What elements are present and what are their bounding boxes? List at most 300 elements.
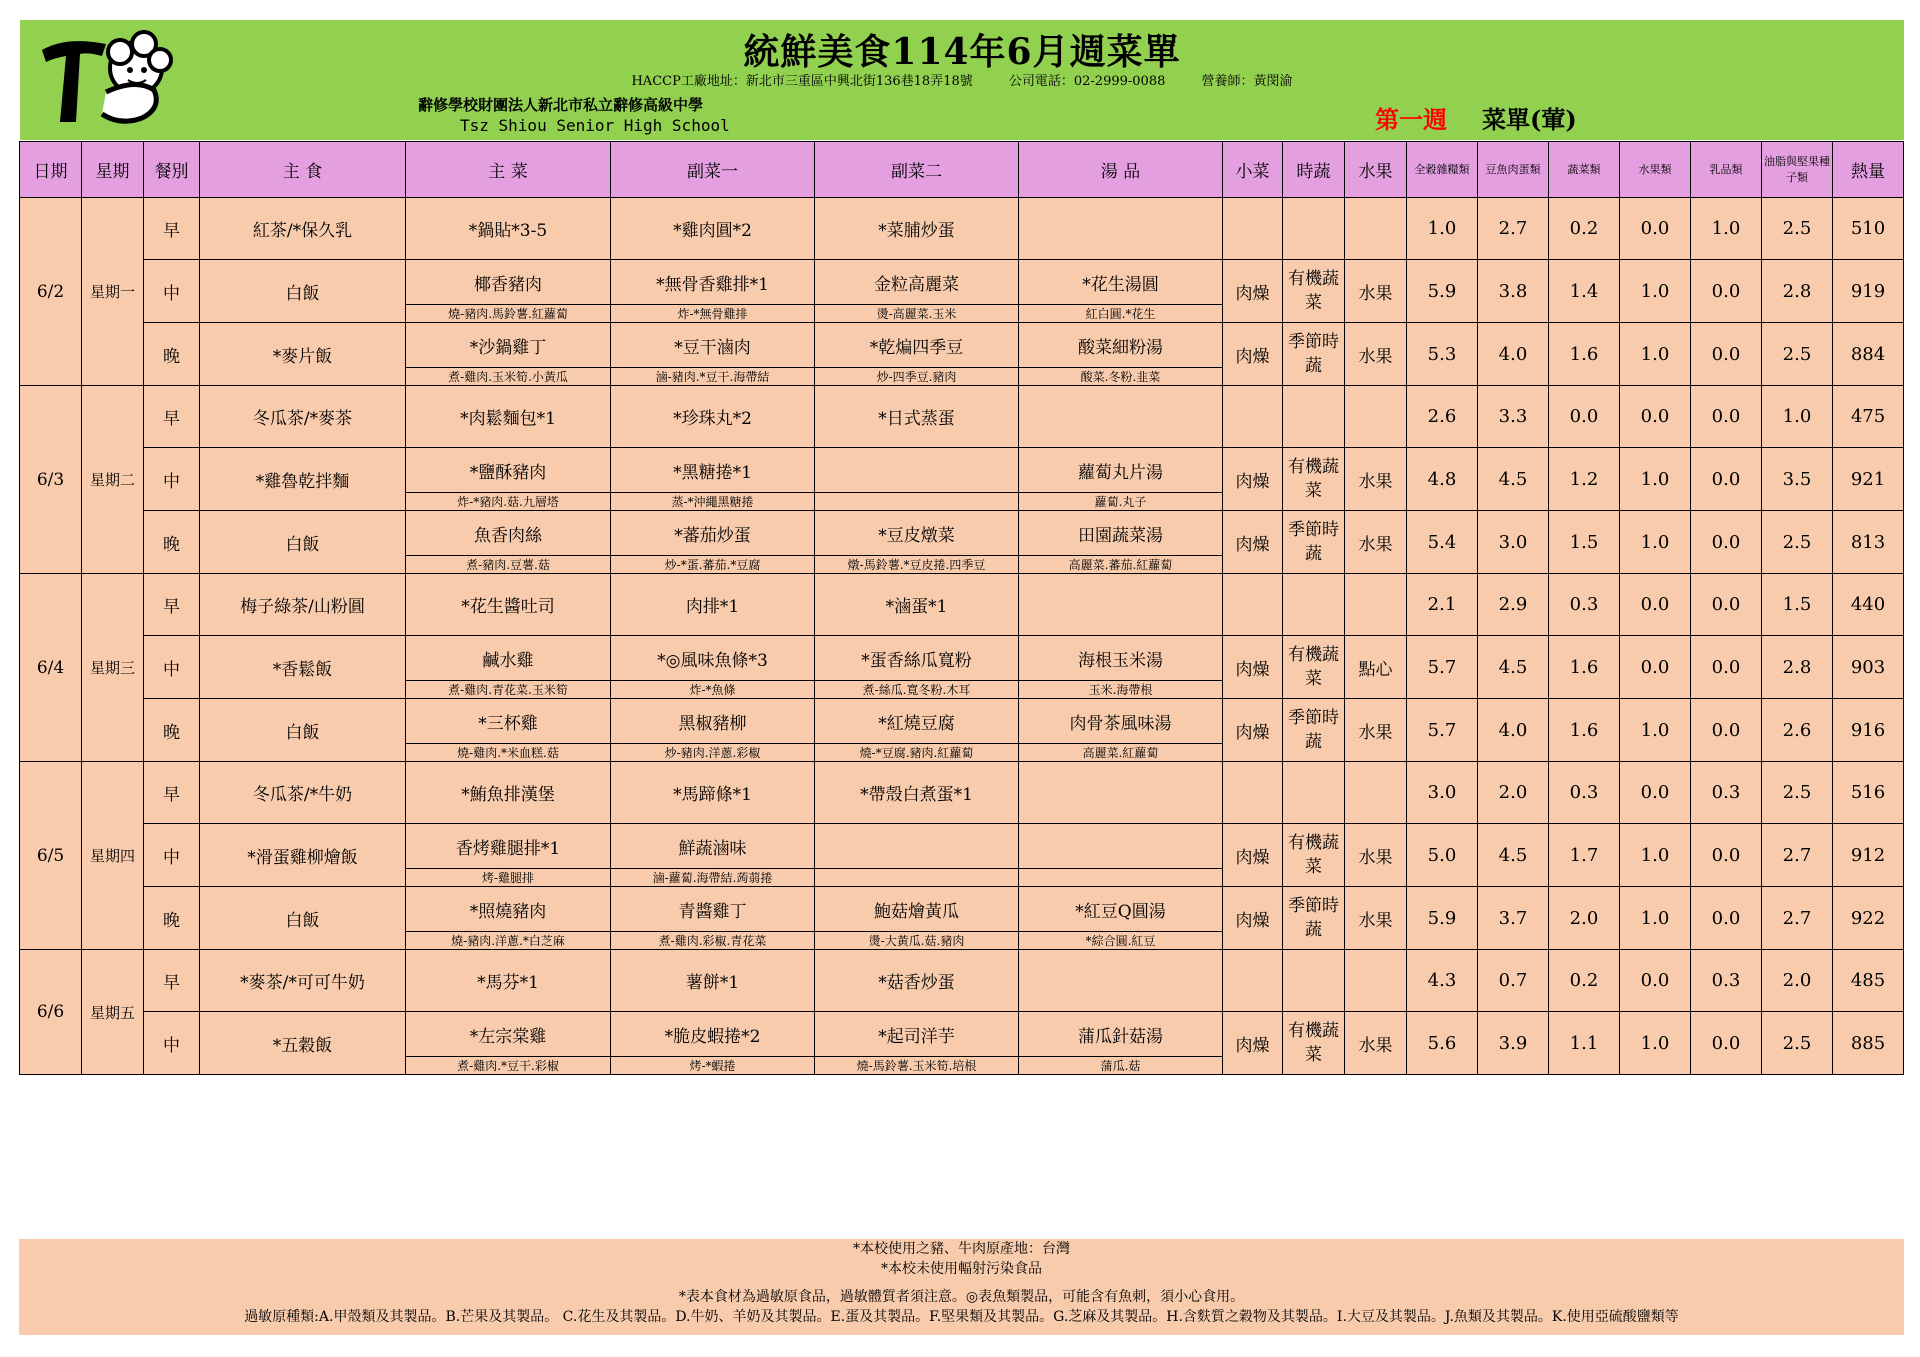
nutrition-cell: 3.9 [1478, 1012, 1549, 1075]
small-dish-cell [1223, 198, 1283, 260]
soup-ingredients [1019, 869, 1223, 887]
nutrition-cell: 1.7 [1549, 824, 1620, 887]
soup-cell [1019, 574, 1223, 636]
nutrition-cell: 2.5 [1762, 762, 1833, 824]
side2-cell: *蛋香絲瓜寬粉 [815, 636, 1019, 681]
nutrition-cell: 1.6 [1549, 636, 1620, 699]
nutrition-cell: 440 [1833, 574, 1904, 636]
side2-cell: 鮑菇燴黃瓜 [815, 887, 1019, 932]
main-dish-ingredients: 燒-雞肉.*米血糕.菇 [406, 744, 611, 762]
nutrition-cell: 1.0 [1620, 260, 1691, 323]
vegetable-cell [1283, 950, 1345, 1012]
meal-cell: 中 [144, 824, 200, 887]
nutrition-cell: 2.9 [1478, 574, 1549, 636]
nutrition-cell: 0.0 [1691, 323, 1762, 386]
school-name-en: Tsz Shiou Senior High School [460, 116, 730, 135]
nutrition-cell: 0.0 [1549, 386, 1620, 448]
nutrition-cell: 1.0 [1762, 386, 1833, 448]
nutrition-cell: 2.1 [1407, 574, 1478, 636]
nutrition-cell: 4.3 [1407, 950, 1478, 1012]
table-header [20, 142, 1904, 198]
radiation-note: *本校未使用輻射污染食品 [881, 1261, 1042, 1277]
vegetable-cell: 季節時蔬 [1283, 887, 1345, 950]
side1-ingredients: 滷-蘿蔔.海帶結.蒟蒻捲 [611, 869, 815, 887]
table-row [20, 887, 1904, 932]
fruit-cell [1345, 950, 1407, 1012]
nutritionist: 營養師：黃閔渝 [1201, 74, 1293, 89]
fruit-cell: 水果 [1345, 448, 1407, 511]
nutrition-cell: 813 [1833, 511, 1904, 574]
nutrition-cell: 1.6 [1549, 323, 1620, 386]
meal-cell: 早 [144, 198, 200, 260]
nutrition-cell: 5.7 [1407, 636, 1478, 699]
small-dish-cell [1223, 762, 1283, 824]
side2-ingredients: 燙-高麗菜.玉米 [815, 305, 1019, 323]
nutrition-cell: 3.8 [1478, 260, 1549, 323]
nutrition-cell: 5.4 [1407, 511, 1478, 574]
vegetable-cell [1283, 198, 1345, 260]
nutrition-cell: 1.5 [1762, 574, 1833, 636]
meal-cell: 晚 [144, 887, 200, 950]
side2-ingredients: 炒-四季豆.豬肉 [815, 368, 1019, 386]
side2-cell: *菇香炒蛋 [815, 950, 1019, 1012]
soup-cell [1019, 386, 1223, 448]
main-dish-ingredients: 煮-雞肉.*豆干.彩椒 [406, 1057, 611, 1075]
nutrition-cell: 5.9 [1407, 260, 1478, 323]
nutrition-cell: 884 [1833, 323, 1904, 386]
soup-cell: *花生湯圓 [1019, 260, 1223, 305]
nutrition-cell: 2.6 [1762, 699, 1833, 762]
date-cell: 6/6 [20, 950, 82, 1075]
column-header: 蔬菜類 [1549, 142, 1620, 198]
side1-ingredients: 蒸-*沖繩黑糖捲 [611, 493, 815, 511]
menu-type-label: 菜單(葷) [1482, 105, 1577, 134]
nutrition-cell: 919 [1833, 260, 1904, 323]
column-header: 湯 品 [1019, 142, 1223, 198]
soup-ingredients: 高麗菜.蕃茄.紅蘿蔔 [1019, 556, 1223, 574]
soup-ingredients: 高麗菜.紅蘿蔔 [1019, 744, 1223, 762]
nutrition-cell: 1.4 [1549, 260, 1620, 323]
side2-cell [815, 448, 1019, 493]
side2-ingredients: 燙-大黃瓜.菇.豬肉 [815, 932, 1019, 950]
staple-cell: *滑蛋雞柳燴飯 [200, 824, 406, 887]
side2-cell: *帶殼白煮蛋*1 [815, 762, 1019, 824]
nutrition-cell: 2.6 [1407, 386, 1478, 448]
weekday-cell: 星期一 [82, 198, 144, 386]
weekday-cell: 星期二 [82, 386, 144, 574]
soup-cell [1019, 198, 1223, 260]
soup-ingredients: *綜合圓.紅豆 [1019, 932, 1223, 950]
column-header: 副菜二 [815, 142, 1019, 198]
nutrition-cell: 0.2 [1549, 950, 1620, 1012]
nutrition-cell: 510 [1833, 198, 1904, 260]
column-header: 時蔬 [1283, 142, 1345, 198]
nutrition-cell: 2.0 [1478, 762, 1549, 824]
meal-cell: 中 [144, 636, 200, 699]
nutrition-cell: 2.7 [1762, 887, 1833, 950]
allergen-note: *表本食材為過敏原食品，過敏體質者須注意。◎表魚類製品，可能含有魚刺，須小心食用。 [678, 1289, 1245, 1305]
side1-ingredients: 滷-豬肉.*豆干.海帶結 [611, 368, 815, 386]
vegetable-cell: 季節時蔬 [1283, 699, 1345, 762]
weekday-cell: 星期五 [82, 950, 144, 1075]
soup-cell [1019, 762, 1223, 824]
side2-cell: *滷蛋*1 [815, 574, 1019, 636]
side1-ingredients: 炒-豬肉.洋蔥.彩椒 [611, 744, 815, 762]
main-dish-cell: *三杯雞 [406, 699, 611, 744]
fruit-cell: 水果 [1345, 824, 1407, 887]
side1-cell: 肉排*1 [611, 574, 815, 636]
soup-ingredients: 蘿蔔.丸子 [1019, 493, 1223, 511]
soup-cell: *紅豆Q圓湯 [1019, 887, 1223, 932]
nutrition-cell: 1.0 [1691, 198, 1762, 260]
date-cell: 6/2 [20, 198, 82, 386]
nutrition-cell: 5.6 [1407, 1012, 1478, 1075]
main-dish-cell: *鍋貼*3-5 [406, 198, 611, 260]
table-row [20, 323, 1904, 368]
table-row [20, 636, 1904, 681]
small-dish-cell: 肉燥 [1223, 260, 1283, 323]
nutrition-cell: 0.3 [1691, 762, 1762, 824]
nutrition-cell: 1.0 [1620, 887, 1691, 950]
nutrition-cell: 0.0 [1691, 386, 1762, 448]
side2-ingredients: 煮-絲瓜.寬冬粉.木耳 [815, 681, 1019, 699]
side2-cell [815, 824, 1019, 869]
side1-ingredients: 烤-*蝦捲 [611, 1057, 815, 1075]
nutrition-cell: 4.0 [1478, 323, 1549, 386]
nutrition-cell: 0.0 [1691, 1012, 1762, 1075]
side1-cell: *無骨香雞排*1 [611, 260, 815, 305]
side2-cell: *菜脯炒蛋 [815, 198, 1019, 260]
date-cell: 6/5 [20, 762, 82, 950]
nutrition-cell: 1.0 [1620, 323, 1691, 386]
column-header: 日期 [20, 142, 82, 198]
vegetable-cell: 有機蔬菜 [1283, 824, 1345, 887]
vegetable-cell: 有機蔬菜 [1283, 636, 1345, 699]
weekday-cell: 星期四 [82, 762, 144, 950]
nutrition-cell: 3.5 [1762, 448, 1833, 511]
side1-cell: *蕃茄炒蛋 [611, 511, 815, 556]
nutrition-cell: 1.0 [1620, 1012, 1691, 1075]
nutrition-cell: 2.8 [1762, 260, 1833, 323]
nutrition-cell: 0.0 [1691, 574, 1762, 636]
nutrition-cell: 0.0 [1691, 511, 1762, 574]
side1-cell: *脆皮蝦捲*2 [611, 1012, 815, 1057]
column-header: 熱量 [1833, 142, 1904, 198]
fruit-cell: 水果 [1345, 511, 1407, 574]
vegetable-cell [1283, 386, 1345, 448]
soup-cell [1019, 950, 1223, 1012]
side1-cell: 黑椒豬柳 [611, 699, 815, 744]
main-dish-ingredients: 燒-豬肉.馬鈴薯.紅蘿蔔 [406, 305, 611, 323]
staple-cell: 冬瓜茶/*麥茶 [200, 386, 406, 448]
column-header: 乳品類 [1691, 142, 1762, 198]
side2-cell: *起司洋芋 [815, 1012, 1019, 1057]
nutrition-cell: 475 [1833, 386, 1904, 448]
nutrition-cell: 3.3 [1478, 386, 1549, 448]
side1-ingredients: 煮-雞肉.彩椒.青花菜 [611, 932, 815, 950]
side2-ingredients: 燒-*豆腐.豬肉.紅蘿蔔 [815, 744, 1019, 762]
nutrition-cell: 516 [1833, 762, 1904, 824]
date-cell: 6/4 [20, 574, 82, 762]
nutrition-cell: 0.3 [1549, 574, 1620, 636]
meal-cell: 早 [144, 950, 200, 1012]
nutrition-cell: 0.0 [1620, 636, 1691, 699]
nutrition-cell: 0.7 [1478, 950, 1549, 1012]
table-row [20, 762, 1904, 824]
main-dish-ingredients: 炸-*豬肉.菇.九層塔 [406, 493, 611, 511]
side2-ingredients: 燒-馬鈴薯.玉米筍.培根 [815, 1057, 1019, 1075]
staple-cell: *雞魯乾拌麵 [200, 448, 406, 511]
main-dish-cell: 魚香肉絲 [406, 511, 611, 556]
side1-cell: *馬蹄條*1 [611, 762, 815, 824]
small-dish-cell: 肉燥 [1223, 448, 1283, 511]
nutrition-cell: 0.0 [1620, 198, 1691, 260]
column-header: 餐別 [144, 142, 200, 198]
small-dish-cell: 肉燥 [1223, 636, 1283, 699]
main-dish-ingredients: 煮-雞肉.青花菜.玉米筍 [406, 681, 611, 699]
staple-cell: 白飯 [200, 260, 406, 323]
side1-cell: *豆干滷肉 [611, 323, 815, 368]
nutrition-cell: 4.0 [1478, 699, 1549, 762]
weekday-cell: 星期三 [82, 574, 144, 762]
column-header: 星期 [82, 142, 144, 198]
main-dish-cell: *花生醬吐司 [406, 574, 611, 636]
side1-cell: 鮮蔬滷味 [611, 824, 815, 869]
nutrition-cell: 2.5 [1762, 198, 1833, 260]
meal-cell: 晚 [144, 511, 200, 574]
vegetable-cell: 有機蔬菜 [1283, 1012, 1345, 1075]
nutrition-cell: 3.0 [1478, 511, 1549, 574]
side2-cell: *日式蒸蛋 [815, 386, 1019, 448]
nutrition-cell: 5.7 [1407, 699, 1478, 762]
staple-cell: *麥茶/*可可牛奶 [200, 950, 406, 1012]
staple-cell: 冬瓜茶/*牛奶 [200, 762, 406, 824]
nutrition-cell: 0.0 [1691, 448, 1762, 511]
nutrition-cell: 912 [1833, 824, 1904, 887]
small-dish-cell: 肉燥 [1223, 511, 1283, 574]
main-dish-cell: *左宗棠雞 [406, 1012, 611, 1057]
nutrition-cell: 2.0 [1762, 950, 1833, 1012]
nutrition-cell: 0.0 [1691, 887, 1762, 950]
soup-ingredients: 紅白圓.*花生 [1019, 305, 1223, 323]
side1-cell: 薯餅*1 [611, 950, 815, 1012]
main-dish-cell: *鮪魚排漢堡 [406, 762, 611, 824]
meal-cell: 中 [144, 448, 200, 511]
nutrition-cell: 922 [1833, 887, 1904, 950]
vegetable-cell: 季節時蔬 [1283, 323, 1345, 386]
main-dish-cell: 椰香豬肉 [406, 260, 611, 305]
soup-cell: 田園蔬菜湯 [1019, 511, 1223, 556]
nutrition-cell: 0.0 [1691, 824, 1762, 887]
soup-ingredients: 玉米.海帶根 [1019, 681, 1223, 699]
fruit-cell [1345, 198, 1407, 260]
side2-cell: *豆皮燉菜 [815, 511, 1019, 556]
side1-ingredients: 炒-*蛋.蕃茄.*豆腐 [611, 556, 815, 574]
table-row [20, 824, 1904, 869]
side1-cell: *珍珠丸*2 [611, 386, 815, 448]
table-row [20, 574, 1904, 636]
nutrition-cell: 1.2 [1549, 448, 1620, 511]
small-dish-cell [1223, 950, 1283, 1012]
main-dish-cell: *肉鬆麵包*1 [406, 386, 611, 448]
table-row [20, 950, 1904, 1012]
table-row [20, 198, 1904, 260]
column-header: 水果類 [1620, 142, 1691, 198]
nutrition-cell: 2.0 [1549, 887, 1620, 950]
column-header: 主 菜 [406, 142, 611, 198]
nutrition-cell: 885 [1833, 1012, 1904, 1075]
nutrition-cell: 0.3 [1549, 762, 1620, 824]
meal-cell: 早 [144, 386, 200, 448]
nutrition-cell: 916 [1833, 699, 1904, 762]
date-cell: 6/3 [20, 386, 82, 574]
fruit-cell: 水果 [1345, 323, 1407, 386]
side2-ingredients [815, 869, 1019, 887]
column-header: 油脂與堅果種子類 [1762, 142, 1833, 198]
nutrition-cell: 1.0 [1620, 699, 1691, 762]
small-dish-cell: 肉燥 [1223, 824, 1283, 887]
nutrition-cell: 903 [1833, 636, 1904, 699]
fruit-cell [1345, 762, 1407, 824]
company-info [20, 70, 1904, 89]
staple-cell: 白飯 [200, 511, 406, 574]
footer-notes [19, 1239, 1904, 1335]
meal-cell: 早 [144, 762, 200, 824]
small-dish-cell: 肉燥 [1223, 323, 1283, 386]
soup-cell: 蒲瓜針菇湯 [1019, 1012, 1223, 1057]
staple-cell: *五穀飯 [200, 1012, 406, 1075]
nutrition-cell: 3.0 [1407, 762, 1478, 824]
page-title: 統鮮美食114年6月週菜單 [743, 31, 1181, 73]
origin-note: *本校使用之豬、牛肉原產地：台灣 [853, 1241, 1070, 1257]
week-label: 第一週 [1375, 105, 1447, 134]
main-dish-cell: *馬芬*1 [406, 950, 611, 1012]
nutrition-cell: 0.0 [1620, 950, 1691, 1012]
fruit-cell [1345, 386, 1407, 448]
side1-cell: 青醬雞丁 [611, 887, 815, 932]
header-bar [20, 20, 1904, 140]
meal-cell: 中 [144, 1012, 200, 1075]
table-row [20, 260, 1904, 305]
side1-cell: *雞肉圓*2 [611, 198, 815, 260]
side1-cell: *◎風味魚條*3 [611, 636, 815, 681]
nutrition-cell: 1.5 [1549, 511, 1620, 574]
small-dish-cell [1223, 574, 1283, 636]
side2-ingredients [815, 493, 1019, 511]
nutrition-cell: 5.9 [1407, 887, 1478, 950]
nutrition-cell: 485 [1833, 950, 1904, 1012]
meal-cell: 晚 [144, 323, 200, 386]
side2-cell: *乾煸四季豆 [815, 323, 1019, 368]
vegetable-cell: 有機蔬菜 [1283, 448, 1345, 511]
staple-cell: *香鬆飯 [200, 636, 406, 699]
nutrition-cell: 0.0 [1620, 386, 1691, 448]
nutrition-cell: 2.5 [1762, 323, 1833, 386]
factory-address: HACCP工廠地址：新北市三重區中興北街136巷18弄18號 [631, 74, 973, 89]
table-row [20, 386, 1904, 448]
nutrition-cell: 0.2 [1549, 198, 1620, 260]
nutrition-cell: 2.5 [1762, 511, 1833, 574]
soup-ingredients: 酸菜.冬粉.韭菜 [1019, 368, 1223, 386]
small-dish-cell: 肉燥 [1223, 887, 1283, 950]
fruit-cell: 點心 [1345, 636, 1407, 699]
nutrition-cell: 1.0 [1620, 511, 1691, 574]
fruit-cell: 水果 [1345, 260, 1407, 323]
column-header: 全穀雜糧類 [1407, 142, 1478, 198]
small-dish-cell [1223, 386, 1283, 448]
nutrition-cell: 3.7 [1478, 887, 1549, 950]
soup-ingredients: 蒲瓜.菇 [1019, 1057, 1223, 1075]
company-phone: 公司電話：02-2999-0088 [1008, 74, 1166, 89]
nutrition-cell: 0.0 [1691, 260, 1762, 323]
side2-cell: *紅燒豆腐 [815, 699, 1019, 744]
vegetable-cell [1283, 574, 1345, 636]
table-row [20, 511, 1904, 556]
small-dish-cell: 肉燥 [1223, 1012, 1283, 1075]
soup-cell: 海根玉米湯 [1019, 636, 1223, 681]
vegetable-cell [1283, 762, 1345, 824]
staple-cell: *麥片飯 [200, 323, 406, 386]
main-dish-cell: *鹽酥豬肉 [406, 448, 611, 493]
meal-cell: 中 [144, 260, 200, 323]
nutrition-cell: 5.3 [1407, 323, 1478, 386]
nutrition-cell: 2.5 [1762, 1012, 1833, 1075]
nutrition-cell: 2.7 [1762, 824, 1833, 887]
nutrition-cell: 4.5 [1478, 448, 1549, 511]
nutrition-cell: 1.0 [1620, 824, 1691, 887]
soup-cell [1019, 824, 1223, 869]
small-dish-cell: 肉燥 [1223, 699, 1283, 762]
nutrition-cell: 1.6 [1549, 699, 1620, 762]
table-row [20, 448, 1904, 493]
staple-cell: 紅茶/*保久乳 [200, 198, 406, 260]
vegetable-cell: 季節時蔬 [1283, 511, 1345, 574]
staple-cell: 白飯 [200, 699, 406, 762]
nutrition-cell: 4.5 [1478, 636, 1549, 699]
meal-cell: 早 [144, 574, 200, 636]
nutrition-cell: 5.0 [1407, 824, 1478, 887]
column-header: 水果 [1345, 142, 1407, 198]
allergen-types: 過敏原種類:A.甲殼類及其製品。B.芒果及其製品。 C.花生及其製品。D.牛奶、羊奶及其製品。E.蛋及其製品。F.堅果類及其製品。G.芝麻及其製品。H.含麩質之穀物及其製品。I.大豆及其製品。J.魚類及其製品。K.使用亞硫酸鹽類等 [244, 1309, 1679, 1325]
vegetable-cell: 有機蔬菜 [1283, 260, 1345, 323]
menu-table [19, 141, 1904, 1075]
side2-ingredients: 燉-馬鈴薯.*豆皮捲.四季豆 [815, 556, 1019, 574]
nutrition-cell: 921 [1833, 448, 1904, 511]
side1-ingredients: 炸-*魚條 [611, 681, 815, 699]
main-dish-ingredients: 燒-豬肉.洋蔥.*白芝麻 [406, 932, 611, 950]
nutrition-cell: 0.0 [1620, 762, 1691, 824]
side1-ingredients: 炸-*無骨雞排 [611, 305, 815, 323]
fruit-cell: 水果 [1345, 887, 1407, 950]
main-dish-ingredients: 煮-豬肉.豆薯.菇 [406, 556, 611, 574]
main-dish-cell: 鹹水雞 [406, 636, 611, 681]
side1-cell: *黑糖捲*1 [611, 448, 815, 493]
soup-cell: 酸菜細粉湯 [1019, 323, 1223, 368]
table-row [20, 1012, 1904, 1057]
column-header: 小菜 [1223, 142, 1283, 198]
fruit-cell: 水果 [1345, 699, 1407, 762]
nutrition-cell: 1.1 [1549, 1012, 1620, 1075]
soup-cell: 蘿蔔丸片湯 [1019, 448, 1223, 493]
column-header: 豆魚肉蛋類 [1478, 142, 1549, 198]
nutrition-cell: 2.8 [1762, 636, 1833, 699]
fruit-cell: 水果 [1345, 1012, 1407, 1075]
main-dish-ingredients: 烤-雞腿排 [406, 869, 611, 887]
main-dish-ingredients: 煮-雞肉.玉米筍.小黃瓜 [406, 368, 611, 386]
column-header: 副菜一 [611, 142, 815, 198]
school-name-cn: 辭修學校財團法人新北市私立辭修高級中學 [418, 96, 704, 114]
fruit-cell [1345, 574, 1407, 636]
